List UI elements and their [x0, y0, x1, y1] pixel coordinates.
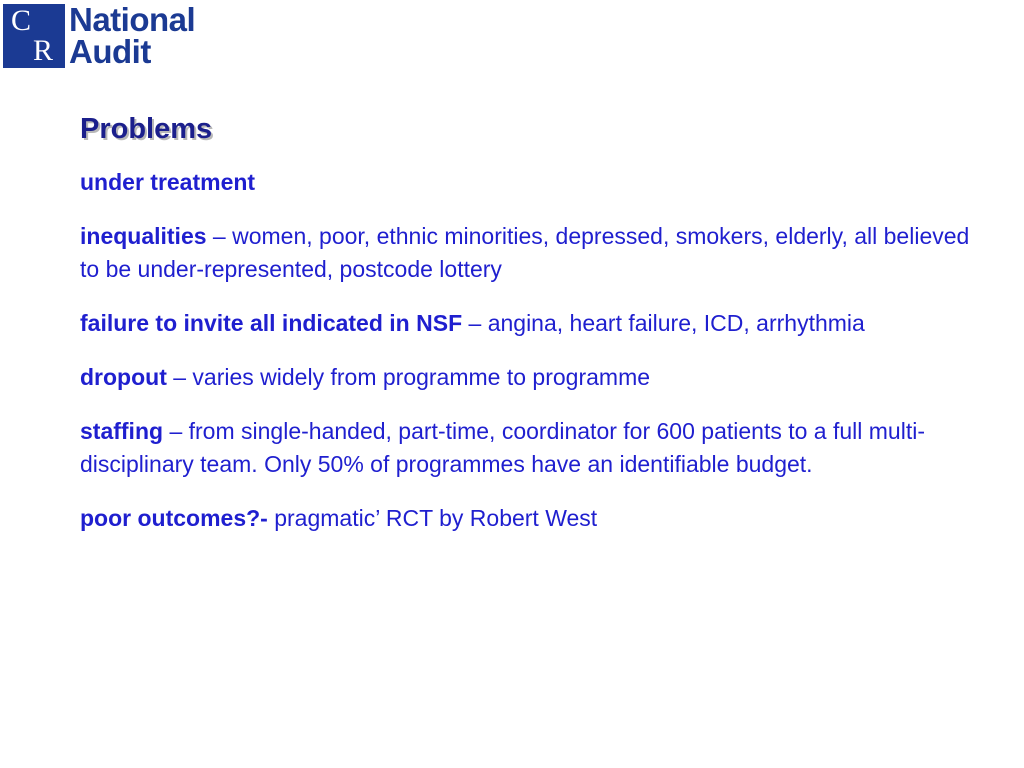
problem-term: inequalities: [80, 223, 207, 249]
problem-description: – varies widely from programme to programme: [166, 364, 651, 390]
slide-title: Problems: [80, 113, 213, 145]
problem-term: dropout: [80, 364, 167, 390]
problem-description: – from single-handed, part-time, coordinator for 600 patients to a full multi-disciplinary team. Only 50% of programmes have an identifiable budget.: [80, 418, 925, 477]
problem-item-staffing: [80, 415, 990, 481]
problem-item-dropout: [80, 361, 990, 394]
problem-item-under-treatment: [80, 166, 990, 199]
logo-letter-c: C: [11, 4, 32, 37]
problem-item-inequalities: [80, 220, 990, 286]
problem-term: poor outcomes?-: [80, 505, 268, 531]
problem-description: – angina, heart failure, ICD, arrhythmia: [462, 310, 865, 336]
logo-word-national: National: [69, 1, 196, 38]
logo-cr-emblem: [3, 4, 65, 68]
slide-content: [80, 166, 990, 556]
national-audit-logo: [3, 1, 238, 72]
logo-letter-r: R: [33, 34, 54, 67]
problem-term: under treatment: [80, 169, 256, 195]
problem-term: failure to invite all indicated in NSF: [80, 310, 463, 336]
logo-word-audit: Audit: [69, 33, 151, 70]
problem-term: staffing: [80, 418, 164, 444]
problem-description: – women, poor, ethnic minorities, depressed, smokers, elderly, all believed to be under-represented, postcode lottery: [80, 223, 970, 282]
problem-item-failure-to-invite: [80, 307, 990, 340]
problem-description: pragmatic’ RCT by Robert West: [267, 505, 598, 531]
problem-item-poor-outcomes: [80, 502, 990, 535]
